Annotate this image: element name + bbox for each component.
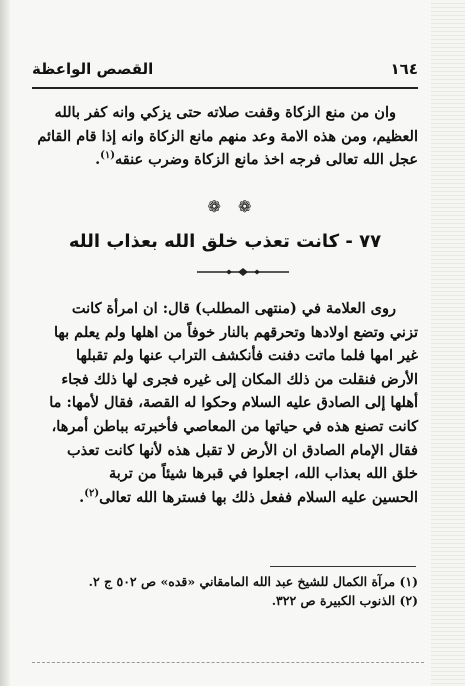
text-line: فقال الإمام الصادق ان الأرض لا تقبل هذه لأنها كانت تعذب	[67, 441, 418, 459]
text-line: عجل الله تعالى فرجه اخذ مانع الزكاة وضرب عنقه	[114, 151, 418, 169]
page-bottom-edge	[32, 662, 424, 663]
text-line: الأرض فنقلت من ذلك المكان إلى غيره فجرى لها ذلك فجاء	[61, 370, 418, 388]
text-line: خلق الله بعذاب الله، اجعلوا في قبرها شيئاً من تربة	[109, 465, 418, 483]
text-line: الحسين عليه السلام ففعل ذلك بها فسترها الله تعالى	[99, 488, 418, 506]
page-number: ١٦٤	[390, 60, 418, 78]
paragraph-1	[32, 101, 418, 172]
paragraph-2	[32, 297, 418, 509]
footnote-1: (١) مرآة الكمال للشيخ عبد الله المامقاني «قده» ص ٥٠٢ ج ٢.	[88, 574, 418, 589]
section-ornament: ❁ ❁	[207, 197, 258, 216]
text-line: كانت تصنع هذه في حياتها من المعاصي فأخبرته بباطن أمرها،	[51, 417, 418, 435]
footnote-ref-2: (٢)	[84, 487, 100, 499]
sentence-end: .	[95, 151, 101, 169]
footnotes	[32, 572, 418, 610]
text-line: تزني وتضع اولادها وتحرقهم بالنار خوفاً من اهلها ولم يعلم بها	[54, 323, 418, 341]
footnote-separator	[270, 566, 416, 567]
text-line: أهلها إلى الصادق عليه السلام وحكوا له القصة، فقال لأمها: ما	[49, 394, 418, 412]
text-line: وان من منع الزكاة وقفت صلاته حتى يزكي وانه كفر بالله	[54, 104, 396, 121]
page-gutter-shadow	[0, 0, 10, 686]
footnote-ref-1: (١)	[100, 150, 115, 162]
section-title: ٧٧ - كانت تعذب خلق الله بعذاب الله	[68, 231, 382, 252]
sentence-end: .	[79, 488, 85, 506]
text-line-last	[32, 486, 418, 510]
footnote-2: (٢) الذنوب الكبيرة ص ٣٢٢.	[271, 593, 418, 608]
header-rule	[32, 87, 418, 89]
title-underline-ornament	[195, 267, 291, 277]
text-line-last	[32, 148, 418, 172]
page-edge-texture	[431, 0, 465, 686]
running-title: القصص الواعظة	[32, 60, 154, 78]
text-line: العظيم، ومن هذه الامة وعد منهم مانع الزكاة وانه إذا قام القائم	[37, 127, 418, 145]
text-line: روى العلامة في (منتهى المطلب) قال: ان امرأة كانت	[71, 300, 396, 317]
page-header	[32, 60, 418, 86]
text-line: غير امها فلما ماتت دفنت فأنكشف التراب عنها ولم تقبلها	[76, 347, 418, 365]
